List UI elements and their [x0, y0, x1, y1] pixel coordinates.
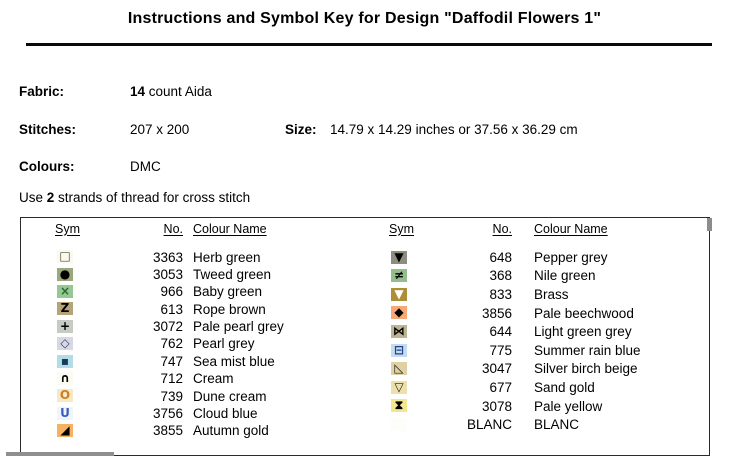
size-value: 14.79 x 14.29 inches or 37.56 x 36.29 cm — [330, 122, 578, 137]
key-row — [389, 248, 699, 267]
colour-name: Pale beechwood — [534, 305, 634, 321]
key-row — [389, 285, 699, 304]
colour-name: Summer rain blue — [534, 342, 641, 358]
thread-number: 712 — [160, 371, 183, 387]
key-row — [389, 267, 699, 286]
thread-number: 739 — [160, 388, 183, 404]
stitch-symbol-icon: ≠ — [391, 269, 407, 282]
stitch-symbol-icon: U — [57, 407, 73, 420]
thread-number: 762 — [160, 336, 183, 352]
thread-number: 3047 — [481, 361, 512, 377]
key-column-left — [37, 221, 367, 439]
colour-name: Autumn gold — [193, 423, 269, 439]
key-row — [37, 248, 367, 265]
fabric-count-rest: count Aida — [145, 84, 212, 99]
stitch-symbol-icon: Z — [57, 302, 73, 315]
symbol-cell — [391, 323, 407, 341]
symbol-cell — [57, 300, 73, 318]
stitches-row — [0, 122, 729, 138]
colour-name: Pale yellow — [534, 398, 603, 414]
symbol-cell — [57, 248, 73, 266]
header-sym: Sym — [389, 221, 414, 236]
symbol-cell — [391, 397, 407, 415]
thread-number: BLANC — [466, 417, 512, 433]
symbol-cell — [57, 405, 73, 423]
colour-name: Dune cream — [193, 388, 267, 404]
symbol-cell — [57, 387, 73, 405]
key-header-left — [37, 221, 367, 236]
stitch-symbol-icon: ▪ — [57, 355, 73, 368]
strands-count: 2 — [46, 190, 55, 205]
key-column-right — [389, 221, 699, 434]
thread-number: 775 — [489, 342, 512, 358]
thread-number: 3855 — [152, 423, 183, 439]
symbol-cell — [391, 285, 407, 303]
key-row — [37, 283, 367, 300]
thread-number: 648 — [489, 249, 512, 265]
stitch-symbol-icon: ⋈ — [393, 323, 405, 338]
stitch-symbol-icon: O — [57, 389, 73, 402]
colour-name: Nile green — [534, 268, 596, 284]
stitch-symbol-icon: ⧗ — [391, 399, 407, 412]
symbol-key-table — [20, 217, 710, 456]
key-row — [37, 335, 367, 352]
colour-name: Light green grey — [534, 324, 632, 340]
key-row — [37, 318, 367, 335]
colour-name: BLANC — [534, 417, 580, 433]
key-row — [389, 322, 699, 341]
size-label: Size: — [285, 122, 317, 137]
header-colour-name: Colour Name — [534, 221, 608, 236]
strands-note — [19, 190, 250, 205]
symbol-cell — [391, 378, 407, 396]
key-rows-right — [389, 248, 699, 434]
symbol-cell — [391, 416, 407, 434]
key-row — [389, 360, 699, 379]
key-row — [389, 341, 699, 360]
strands-prefix: Use — [19, 190, 47, 205]
symbol-cell — [57, 370, 73, 388]
stitch-symbol-icon: ◆ — [391, 306, 407, 319]
thread-number: 677 — [489, 379, 512, 395]
key-row — [389, 397, 699, 416]
colour-name: Cream — [193, 371, 234, 387]
symbol-cell — [57, 422, 73, 440]
colour-name: Tweed green — [193, 266, 272, 282]
thread-number: 966 — [160, 284, 183, 300]
key-row — [389, 378, 699, 397]
colour-name: Baby green — [193, 284, 263, 300]
symbol-cell — [391, 267, 407, 285]
symbol-cell — [57, 283, 73, 301]
stitch-symbol-icon: ▼ — [391, 288, 407, 301]
colour-name: Sea mist blue — [193, 353, 275, 369]
key-header-right — [389, 221, 699, 236]
stitch-symbol-icon: ◢ — [57, 424, 73, 437]
symbol-cell — [391, 304, 407, 322]
thread-number: 3856 — [481, 305, 512, 321]
symbol-cell — [391, 248, 407, 266]
header-no: No. — [163, 221, 183, 236]
fabric-value — [130, 84, 212, 99]
colour-name: Sand gold — [534, 379, 595, 395]
stitch-symbol-icon: ◇ — [57, 337, 73, 350]
key-row — [37, 265, 367, 282]
thread-number: 3756 — [152, 406, 183, 422]
stitch-symbol-icon: + — [57, 320, 73, 333]
stitch-symbol-icon: × — [57, 285, 73, 298]
title-divider-rule — [26, 43, 712, 46]
stitches-value: 207 x 200 — [130, 122, 190, 137]
thread-number: 3078 — [481, 398, 512, 414]
symbol-cell — [57, 335, 73, 353]
stitch-symbol-icon: ◺ — [391, 362, 407, 375]
fabric-label: Fabric: — [19, 84, 65, 99]
colour-name: Pearl grey — [193, 336, 255, 352]
thread-number: 833 — [489, 286, 512, 302]
stitches-label: Stitches: — [19, 122, 77, 137]
bottom-partial-rule — [6, 452, 114, 456]
stitch-symbol-icon: ▼ — [391, 251, 407, 264]
colour-name: Rope brown — [193, 301, 266, 317]
header-sym: Sym — [55, 221, 80, 236]
stitch-symbol-icon — [391, 418, 407, 431]
key-row — [37, 300, 367, 317]
colour-name: Pepper grey — [534, 249, 608, 265]
thread-number: 644 — [489, 324, 512, 340]
colours-label: Colours: — [19, 159, 75, 174]
colours-value: DMC — [130, 159, 161, 174]
symbol-cell — [391, 360, 407, 378]
stitch-symbol-icon: □ — [57, 250, 73, 263]
key-row — [37, 405, 367, 422]
key-row — [37, 387, 367, 404]
key-row — [389, 304, 699, 323]
symbol-cell — [391, 341, 407, 359]
thread-number: 747 — [160, 353, 183, 369]
page-title: Instructions and Symbol Key for Design "Daffodil Flowers 1" — [127, 10, 602, 27]
stitch-symbol-icon: ▽ — [391, 381, 407, 394]
thread-number: 3072 — [152, 319, 183, 335]
colour-name: Pale pearl grey — [193, 319, 284, 335]
fabric-count: 14 — [130, 84, 146, 99]
symbol-cell — [57, 318, 73, 336]
colour-name: Silver birch beige — [534, 361, 638, 377]
colours-row — [0, 159, 729, 175]
key-row — [37, 422, 367, 439]
usage-row — [0, 190, 729, 206]
colour-name: Cloud blue — [193, 406, 258, 422]
symbol-cell — [57, 352, 73, 370]
thread-number: 3363 — [152, 249, 183, 265]
scrollbar-artifact — [707, 218, 712, 231]
stitch-symbol-icon: ∩ — [57, 372, 73, 385]
strands-suffix: strands of thread for cross stitch — [54, 190, 251, 205]
stitch-symbol-icon: ● — [57, 268, 73, 281]
thread-number: 3053 — [152, 266, 183, 282]
thread-number: 368 — [489, 268, 512, 284]
colour-name: Brass — [534, 286, 569, 302]
stitch-symbol-icon: ⊟ — [391, 344, 407, 357]
header-no: No. — [492, 221, 512, 236]
key-row — [37, 370, 367, 387]
colour-name: Herb green — [193, 249, 261, 265]
key-row — [37, 352, 367, 369]
header-colour-name: Colour Name — [193, 221, 267, 236]
fabric-row — [0, 84, 729, 100]
thread-number: 613 — [160, 301, 183, 317]
symbol-cell — [57, 265, 73, 283]
key-row — [389, 415, 699, 434]
key-rows-left — [37, 248, 367, 439]
